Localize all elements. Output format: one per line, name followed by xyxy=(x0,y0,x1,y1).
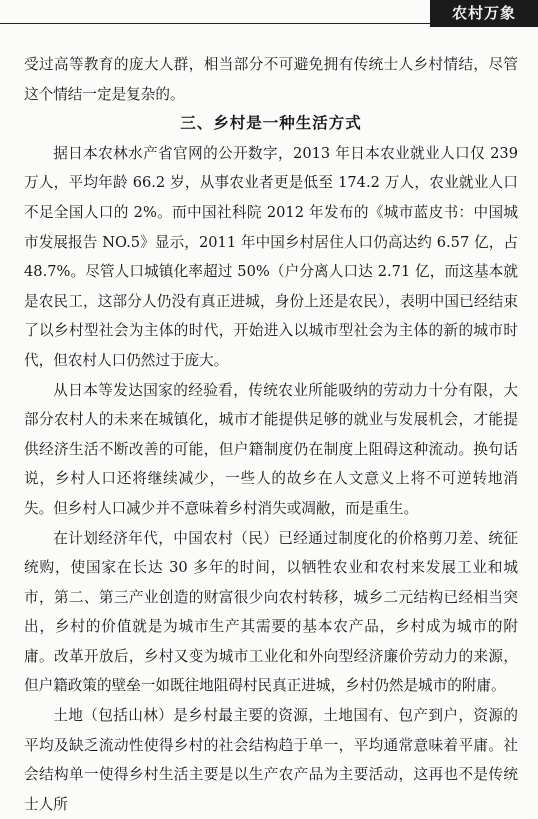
body-text xyxy=(24,50,518,819)
section-tab: 农村万象 xyxy=(430,0,538,27)
paragraph-2: 从日本等发达国家的经验看，传统农业所能吸纳的劳动力十分有限，大部分农村人的未来在城镇化，城市才能提供足够的就业与发展机会，才能提供经济生活不断改善的可能，但户籍制度仍在制度上阻碍这种流动。换句话说，乡村人口还将继续减少，一些人的故乡在人文意义上将不可逆转地消失。但乡村人口减少并不意味着乡村消失或凋敝，而是重生。 xyxy=(24,381,518,517)
continued-paragraph: 受过高等教育的庞大人群，相当部分不可避免拥有传统士人乡村情结，尽管这个情结一定是复杂的。 xyxy=(24,56,518,103)
paragraph-1: 据日本农林水产省官网的公开数字，2013 年日本农业就业人口仅 239 万人，平均年龄 66.2 岁，从事农业者更是低至 174.2 万人，农业就业人口不足全国人口的 2%。而中国社科院 2012 年发布的《城市蓝皮书：中国城市发展报告 NO.5》显示，2011 年中国乡村居住人口仍高达约 6.57 亿，占 48.7%。尽管人口城镇化率超过 50%（户分离人口达 2.71 亿，而这基本就是农民工，这部分人仍没有真正进城，身份上还是农民），表明中国已经结束了以乡村型社会为主体的时代，开始进入以城市型社会为主体的新的城市时代，但农村人口仍然过于庞大。 xyxy=(24,144,518,369)
section-heading: 三、乡村是一种生活方式 xyxy=(180,114,362,133)
header-rule xyxy=(0,23,430,24)
page-header xyxy=(0,0,538,26)
paragraph-4: 土地（包括山林）是乡村最主要的资源，土地国有、包产到户，资源的平均及缺乏流动性使得乡村的社会结构趋于单一，平均通常意味着平庸。社会结构单一使得乡村生活主要是以生产农产品为主要活动，这再也不是传统士人所 xyxy=(24,707,518,813)
paragraph-3: 在计划经济年代，中国农村（民）已经通过制度化的价格剪刀差、统征统购，使国家在长达 30 多年的时间，以牺牲农业和农村来发展工业和城市，第二、第三产业创造的财富很少向农村转移，城乡二元结构已经相当突出，乡村的价值就是为城市生产其需要的基本农产品，乡村成为城市的附庸。改革开放后，乡村又变为城市工业化和外向型经济廉价劳动力的来源，但户籍政策的壁垒一如既往地阻碍村民真正进城，乡村仍然是城市的附庸。 xyxy=(24,529,518,695)
